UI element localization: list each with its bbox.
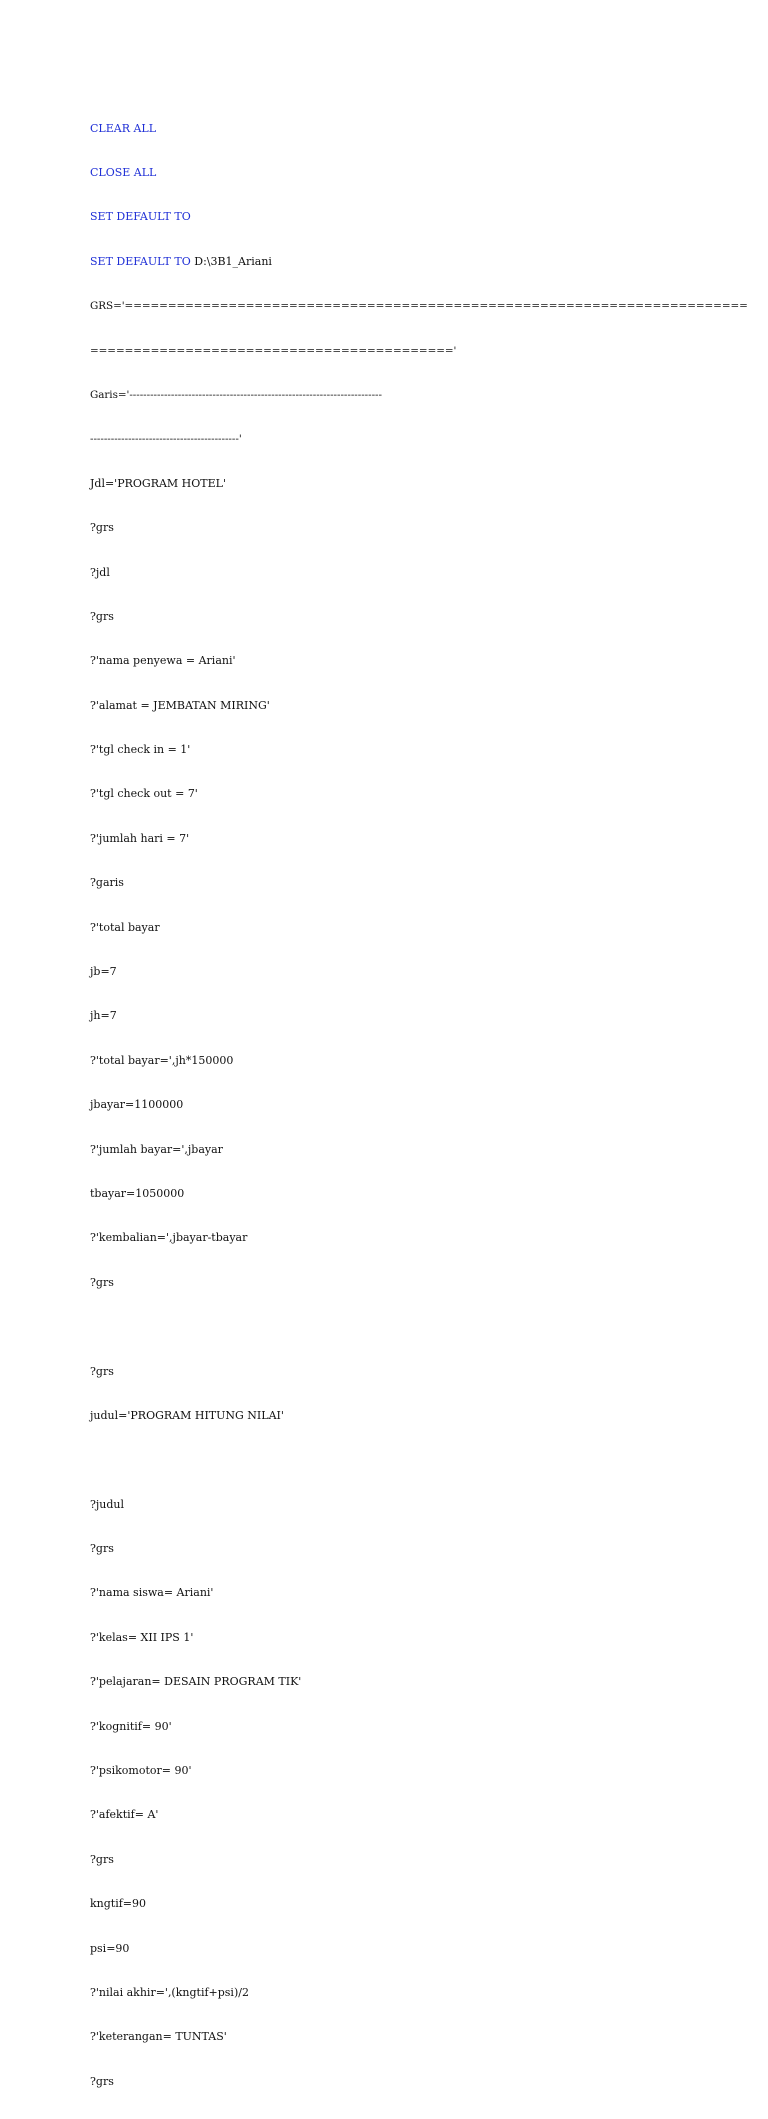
code-line: ?grs [90,2074,114,2088]
code-line: kngtif=90 [90,1897,147,1911]
code-text: D:\3B1_Ariani [190,254,272,268]
code-line: -------------------------------------------' [90,433,242,446]
code-line: ==========================================' [90,344,457,357]
code-line: psi=90 [90,1941,130,1955]
code-line: ?'jumlah hari = 7' [90,831,190,845]
code-line: ?'kognitif= 90' [90,1719,172,1733]
code-line: jb=7 [90,965,117,979]
code-line: ?grs [90,1364,114,1378]
code-line: jbayar=1100000 [90,1098,184,1112]
code-line: ?'afektif= A' [90,1808,159,1822]
code-listing [90,92,748,2119]
code-line: jh=7 [90,1009,117,1023]
code-line: ?'keterangan= TUNTAS' [90,2030,227,2044]
code-line: Garis='------------------------------------------------------------------------- [90,388,382,401]
code-line: ?jdl [90,565,110,579]
code-line: SET DEFAULT TO [90,210,191,224]
blank-line [90,1453,690,1468]
code-line: ?'alamat = JEMBATAN MIRING' [90,698,270,712]
code-line: tbayar=1050000 [90,1186,185,1200]
code-line: GRS='======================================================================== [90,300,748,313]
code-line: ?'jumlah bayar=',jbayar [90,1142,223,1156]
code-line: ?'total bayar=',jh*150000 [90,1053,234,1067]
code-line: ?'nilai akhir=',(kngtif+psi)/2 [90,1986,249,1999]
code-line: CLEAR ALL [90,121,157,135]
code-line: ?judul [90,1497,125,1511]
code-line: ?'pelajaran= DESAIN PROGRAM TIK' [90,1675,302,1689]
code-line: ?grs [90,1275,114,1289]
code-line [90,255,690,270]
code-line: ?grs [90,1542,114,1556]
code-line: CLOSE ALL [90,165,157,179]
code-line: ?grs [90,1852,114,1866]
blank-line [90,1320,690,1335]
code-line: ?'psikomotor= 90' [90,1764,192,1778]
code-line: ?'kelas= XII IPS 1' [90,1630,194,1644]
code-line: ?garis [90,876,124,890]
code-line: ?grs [90,521,114,535]
code-line: ?'nama siswa= Ariani' [90,1586,214,1600]
code-line: ?'nama penyewa = Ariani' [90,654,236,668]
code-line: ?'tgl check out = 7' [90,787,198,801]
code-line: judul='PROGRAM HITUNG NILAI' [90,1408,284,1422]
code-line: ?'total bayar [90,920,160,934]
code-line: ?'kembalian=',jbayar-tbayar [90,1231,248,1245]
code-line: ?'tgl check in = 1' [90,743,191,757]
code-keyword: SET DEFAULT TO [90,254,191,268]
code-line: ?grs [90,609,114,623]
code-line: Jdl='PROGRAM HOTEL' [90,476,226,490]
